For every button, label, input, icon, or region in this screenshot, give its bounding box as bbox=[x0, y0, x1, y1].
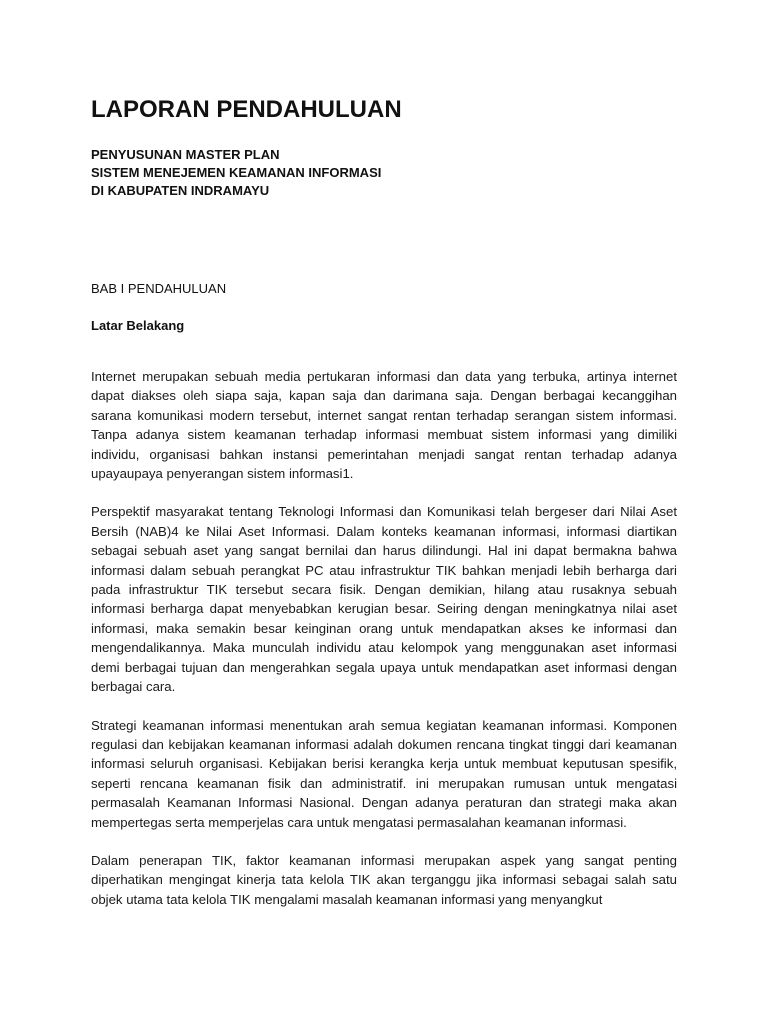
subtitle-line: DI KABUPATEN INDRAMAYU bbox=[91, 183, 270, 198]
document-title: LAPORAN PENDAHULUAN bbox=[91, 96, 402, 123]
subtitle-line: SISTEM MENEJEMEN KEAMANAN INFORMASI bbox=[91, 165, 382, 180]
section-heading: Latar Belakang bbox=[91, 318, 185, 333]
chapter-heading: BAB I PENDAHULUAN bbox=[91, 281, 227, 296]
document-page bbox=[91, 96, 677, 928]
paragraph: Perspektif masyarakat tentang Teknologi Informasi dan Komunikasi telah bergeser dari Nilai Aset Bersih (NAB)4 ke Nilai Aset Informasi. Dalam konteks keamanan informasi, informasi diartikan sebagai sebuah aset yang sangat bernilai dan harus dilindungi. Hal ini dapat bermakna bahwa informasi dalam sebuah perangkat PC atau infrastruktur TIK bahkan menjadi lebih berharga dari pada infrastruktur TIK tersebut secara fisik. Dengan demikian, hilang atau rusaknya sebuah informasi berharga dapat menyebabkan kerugian besar. Seiring dengan meningkatnya nilai aset informasi, maka semakin besar keinginan orang untuk mendapatkan akses ke informasi dan mengendalikannya. Maka munculah individu atau kelompok yang menggunakan aset informasi demi berbagai tujuan dan mengerahkan segala upaya untuk mendapatkan aset informasi dengan berbagai cara. bbox=[91, 504, 677, 695]
body-text bbox=[91, 367, 677, 909]
paragraph: Dalam penerapan TIK, faktor keamanan informasi merupakan aspek yang sangat penting diperhatikan mengingat kinerja tata kelola TIK akan terganggu jika informasi sebagai salah satu objek utama tata kelola TIK mengalami masalah keamanan informasi yang menyangkut bbox=[91, 852, 677, 907]
document-subtitle bbox=[91, 146, 677, 200]
paragraph: Strategi keamanan informasi menentukan arah semua kegiatan keamanan informasi. Komponen regulasi dan kebijakan keamanan informasi adalah dokumen rencana tingkat tinggi dari keamanan informasi seluruh organisasi. Kebijakan berisi kerangka kerja untuk membuat keputusan spesifik, seperti rencana keamanan fisik dan administratif. ini merupakan rumusan untuk mengatasi permasalah Keamanan Informasi Nasional. Dengan adanya peraturan dan strategi maka akan mempertegas serta memperjelas cara untuk mengatasi permasalahan keamanan informasi. bbox=[91, 717, 677, 830]
subtitle-line: PENYUSUNAN MASTER PLAN bbox=[91, 147, 280, 162]
paragraph: Internet merupakan sebuah media pertukaran informasi dan data yang terbuka, artinya internet dapat diakses oleh siapa saja, kapan saja dan darimana saja. Dengan berbagai kecanggihan sarana komunikasi modern tersebut, internet sangat rentan terhadap serangan sistem informasi. Tanpa adanya sistem keamanan terhadap informasi membuat sistem informasi yang dimiliki individu, organisasi bahkan instansi pemerintahan menjadi sangat rentan terhadap adanya upayaupaya penyerangan sistem informasi1. bbox=[91, 369, 677, 482]
